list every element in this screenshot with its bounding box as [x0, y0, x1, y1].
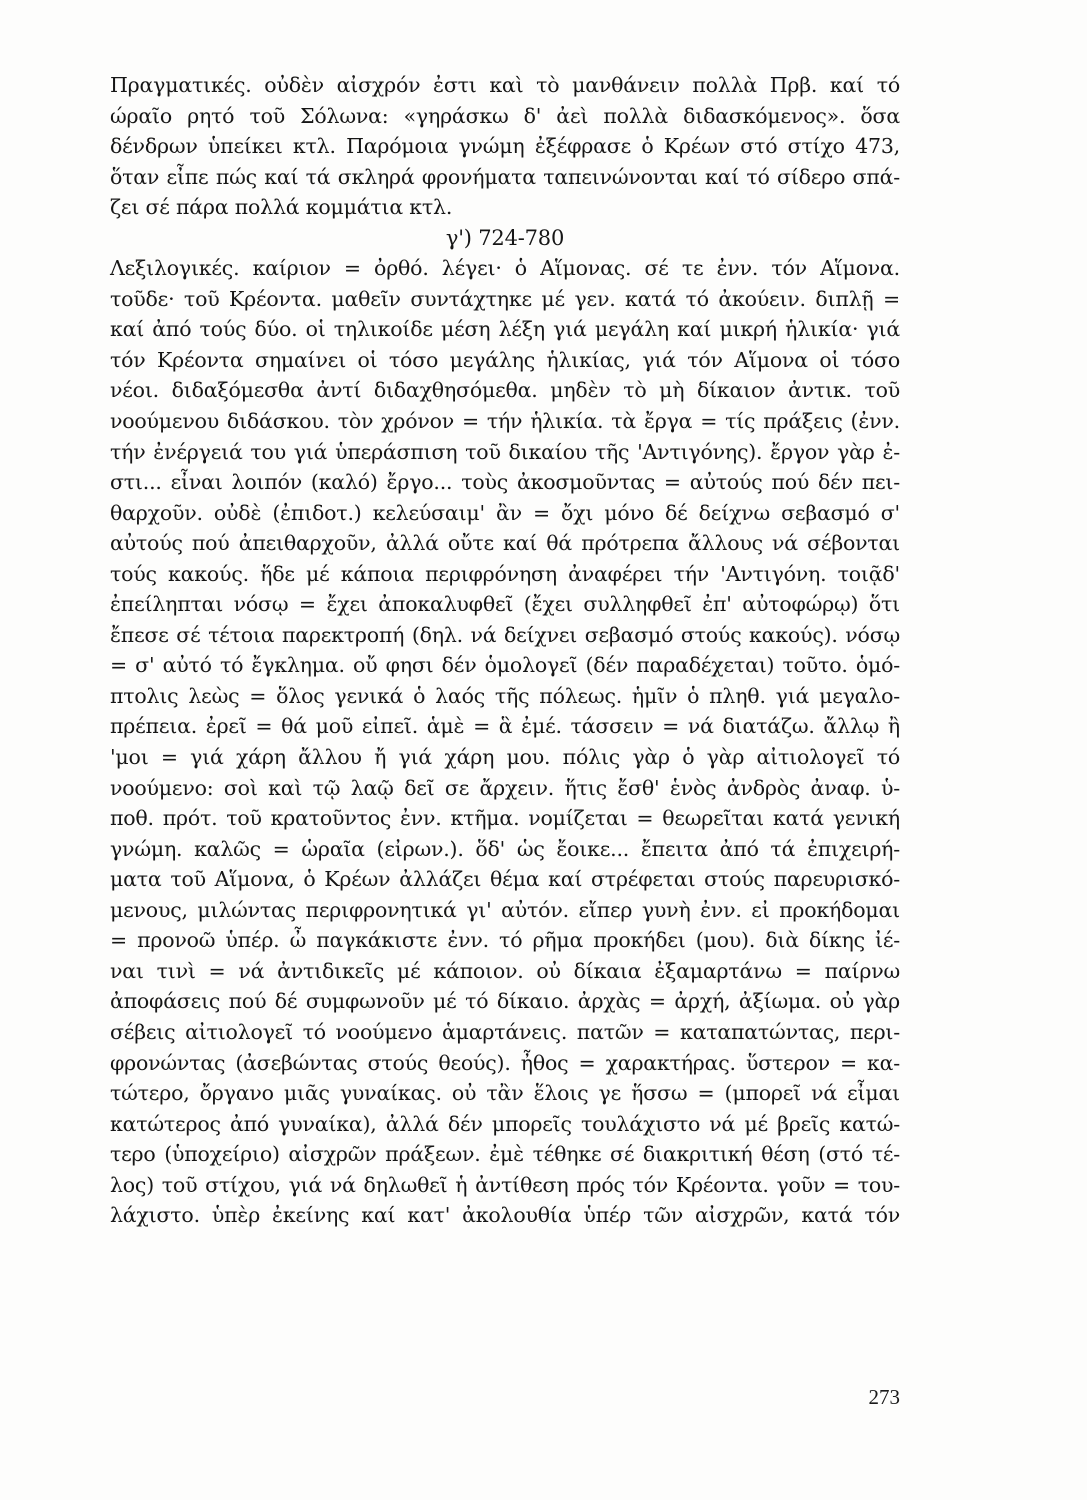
text-line: ώραῖο ρητό τοῦ Σόλωνα: «γηράσκω δ' ἀεὶ πολλὰ διδασκόμενος». ὅσα	[110, 103, 900, 128]
text-line: τοῦδε· τοῦ Κρέοντα. μαθεῖν συντάχτηκε μέ γεν. κατά τό ἀκούειν. διπλῇ =	[110, 286, 900, 311]
text-line: γνώμη. καλῶς = ὡραῖα (εἰρων.). ὅδ' ὡς ἔοικε... ἔπειτα ἀπό τά ἐπιχειρή-	[110, 836, 900, 861]
text-line: ἀποφάσεις πού δέ συμφωνοῦν μέ τό δίκαιο. ἀρχὰς = ἀρχή, ἀξίωμα. οὐ γὰρ	[110, 989, 900, 1014]
text-line: πρέπεια. ἐρεῖ = θά μοῦ εἰπεῖ. ἁμὲ = ἃ ἐμέ. τάσσειν = νά διατάζω. ἄλλῳ ἢ	[110, 714, 900, 739]
text-line: κατώτερος ἀπό γυναίκα), ἀλλά δέν μπορεῖς τουλάχιστο νά μέ βρεῖς κατώ-	[110, 1111, 900, 1136]
text-line: αὐτούς πού ἀπειθαρχοῦν, ἀλλά οὔτε καί θά πρότρεπα ἄλλους νά σέβονται	[110, 531, 900, 556]
text-line: τούς κακούς. ἥδε μέ κάποια περιφρόνηση ἀναφέρει τήν 'Αντιγόνη. τοιᾷδ'	[110, 561, 900, 586]
text-line: νοούμενο: σοὶ καὶ τῷ λαῷ δεῖ σε ἄρχειν. ἥτις ἔσθ' ἑνὸς ἀνδρὸς ἀναφ. ὑ-	[110, 775, 900, 800]
page-number: 273	[868, 1385, 900, 1409]
text-line: θαρχοῦν. οὐδὲ (ἐπιδοτ.) κελεύσαιμ' ἂν = ὄχι μόνο δέ δείχνω σεβασμό σ'	[110, 500, 900, 525]
text-line: λάχιστο. ὑπὲρ ἐκείνης καί κατ' ἀκολουθία ὑπέρ τῶν αἰσχρῶν, κατά τόν	[110, 1203, 900, 1228]
text-line: τερο (ὑποχείριο) αἰσχρῶν πράξεων. ἐμὲ τέθηκε σέ διακριτική θέση (στό τέ-	[110, 1142, 900, 1167]
text-line: τήν ἐνέργειά του γιά ὑπεράσπιση τοῦ δικαίου τῆς 'Αντιγόνης). ἔργον γὰρ ἐ-	[110, 439, 900, 464]
text-line: τόν Κρέοντα σημαίνει οἱ τόσο μεγάλης ἡλικίας, γιά τόν Αἵμονα οἱ τόσο	[110, 347, 900, 372]
text-line: τώτερο, ὄργανο μιᾶς γυναίκας. οὐ τἂν ἕλοις γε ἥσσω = (μπορεῖ νά εἶμαι	[110, 1081, 900, 1106]
text-line: ματα τοῦ Αἵμονα, ὁ Κρέων ἀλλάζει θέμα καί στρέφεται στούς παρευρισκό-	[110, 867, 900, 892]
text-line: ἐπείληπται νόσῳ = ἔχει ἀποκαλυφθεῖ (ἔχει συλληφθεῖ ἐπ' αὐτοφώρῳ) ὅτι	[110, 592, 900, 617]
text-line: σέβεις αἰτιολογεῖ τό νοούμενο ἁμαρτάνεις. πατῶν = καταπατώντας, περι-	[110, 1019, 900, 1044]
text-line: ναι τινὶ = νά ἀντιδικεῖς μέ κάποιον. οὐ δίκαια ἐξαμαρτάνω = παίρνω	[110, 958, 900, 983]
text-line: 'μοι = γιά χάρη ἄλλου ἤ γιά χάρη μου. πόλις γὰρ ὁ γὰρ αἰτιολογεῖ τό	[110, 745, 900, 770]
text-line: ζει σέ πάρα πολλά κομμάτια κτλ.	[110, 195, 453, 220]
text-line: λος) τοῦ στίχου, γιά νά δηλωθεῖ ἡ ἀντίθεση πρός τόν Κρέοντα. γοῦν = του-	[110, 1172, 900, 1197]
section-heading: γ') 724-780	[445, 225, 565, 250]
text-line: ποθ. πρότ. τοῦ κρατοῦντος ἐνν. κτῆμα. νομίζεται = θεωρεῖται κατά γενική	[110, 806, 900, 831]
body-text	[110, 70, 900, 1231]
text-line: καί ἀπό τούς δύο. οἱ τηλικοίδε μέση λέξη γιά μεγάλη καί μικρή ἡλικία· γιά	[110, 317, 900, 342]
text-line: νέοι. διδαξόμεσθα ἀντί διδαχθησόμεθα. μηδὲν τὸ μὴ δίκαιον ἀντικ. τοῦ	[110, 378, 900, 403]
text-line: Πραγματικές. οὐδὲν αἰσχρόν ἐστι καὶ τὸ μανθάνειν πολλὰ Πρβ. καί τό	[110, 73, 900, 97]
text-line: ἔπεσε σέ τέτοια παρεκτροπή (δηλ. νά δείχνει σεβασμό στούς κακούς). νόσῳ	[110, 622, 900, 647]
text-line: νοούμενου διδάσκου. τὸν χρόνον = τήν ἡλικία. τὰ ἔργα = τίς πράξεις (ἐνν.	[110, 409, 900, 434]
text-line: ὅταν εἶπε πώς καί τά σκληρά φρονήματα ταπεινώνονται καί τό σίδερο σπά-	[110, 164, 900, 189]
text-line: μενους, μιλώντας περιφρονητικά γι' αὐτόν. εἴπερ γυνὴ ἐνν. εἰ προκήδομαι	[110, 897, 900, 922]
text-line: φρονώντας (ἀσεβώντας στούς θεούς). ἦθος = χαρακτήρας. ὕστερον = κα-	[110, 1050, 900, 1075]
text-line: Λεξιλογικές. καίριον = ὀρθό. λέγει· ὁ Αἵμονας. σέ τε ἐνν. τόν Αἵμονα.	[110, 256, 900, 281]
text-line: στι... εἶναι λοιπόν (καλό) ἔργο... τοὺς ἀκοσμοῦντας = αὐτούς πού δέν πει-	[110, 470, 900, 495]
text-line: = σ' αὐτό τό ἔγκλημα. οὔ φησι δέν ὁμολογεῖ (δέν παραδέχεται) τοῦτο. ὁμό-	[110, 653, 900, 678]
text-line: πτολις λεὼς = ὅλος γενικά ὁ λαός τῆς πόλεως. ἡμῖν ὁ πληθ. γιά μεγαλο-	[110, 683, 900, 708]
text-line: = προνοῶ ὑπέρ. ὦ παγκάκιστε ἐνν. τό ρῆμα προκήδει (μου). διὰ δίκης ἰέ-	[110, 928, 900, 953]
text-line: δένδρων ὑπείκει κτλ. Παρόμοια γνώμη ἐξέφρασε ὁ Κρέων στό στίχο 473,	[110, 134, 900, 159]
